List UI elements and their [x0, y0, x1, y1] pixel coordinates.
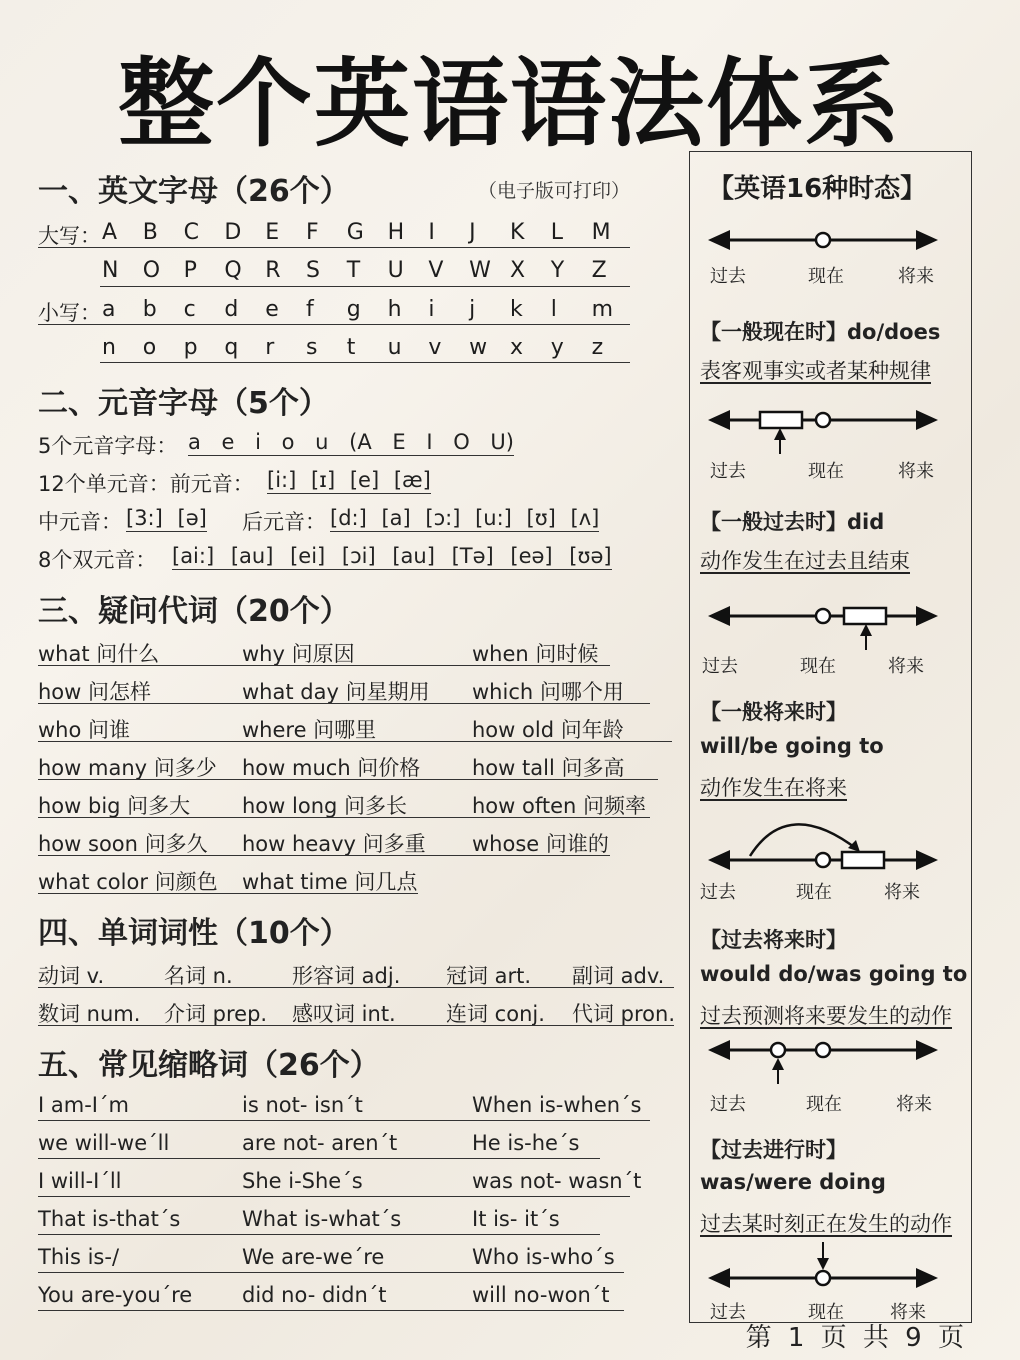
timeline-diagram-simple-past [708, 600, 938, 652]
alphabet-letter: H [387, 220, 405, 245]
contraction-entry: is not- isn´t [242, 1093, 363, 1117]
timeline-diagram-simple-future [708, 812, 938, 874]
tense-name: 【过去将来时】 [700, 928, 847, 952]
central-vowels-value: [3:] [ə] [126, 506, 207, 530]
tense-description: 过去预测将来要发生的动作 [700, 1004, 952, 1028]
question-word-entry: how much 问价格 [242, 756, 421, 780]
tense-form: would do/was going to [700, 962, 968, 986]
section-title-alphabet: 一、英文字母（26个） [38, 174, 350, 209]
monophthong-label: 12个单元音：前元音： [38, 472, 254, 496]
contraction-entry: What is-what´s [242, 1207, 402, 1231]
alphabet-letter: E [265, 220, 280, 245]
alphabet-letter: o [142, 335, 157, 360]
tense-description: 过去某时刻正在发生的动作 [700, 1212, 952, 1236]
divider [100, 362, 630, 363]
alphabet-letter: R [265, 258, 281, 283]
alphabet-letter: P [183, 258, 197, 283]
timeline-now-label: 现在 [806, 1094, 842, 1115]
diphthongs-value: [ai:] [au] [ei] [ɔi] [au] [Tə] [eə] [ʊə] [172, 544, 612, 568]
alphabet-letter: f [305, 297, 314, 322]
alphabet-letter: X [509, 258, 526, 283]
tense-description: 表客观事实或者某种规律 [700, 359, 931, 383]
question-word-entry: how old 问年龄 [472, 718, 624, 742]
tense-form: will/be going to [700, 734, 884, 758]
question-word-entry: which 问哪个用 [472, 680, 624, 704]
section-title-contractions: 五、常见缩略词（26个） [38, 1048, 380, 1083]
alphabet-letter: z [591, 335, 604, 360]
question-word-entry: who 问谁 [38, 718, 131, 742]
part-of-speech-entry: 数词 num. [38, 1002, 141, 1026]
contraction-entry: did no- didn´t [242, 1283, 387, 1307]
alphabet-letter: m [591, 297, 613, 322]
contraction-entry: When is-when´s [472, 1093, 642, 1117]
alphabet-letter: l [550, 297, 557, 322]
row-underline [38, 1158, 600, 1159]
alphabet-letter: s [305, 335, 318, 360]
timeline-now-label: 现在 [808, 1302, 844, 1323]
page-title: 整个英语语法体系 [118, 48, 902, 160]
contraction-entry: You are-you´re [38, 1283, 193, 1307]
row-underline [38, 741, 672, 742]
alphabet-letter: K [509, 220, 525, 245]
row-underline [38, 893, 418, 894]
tense-description: 动作发生在将来 [700, 776, 847, 800]
question-word-entry: how big 问多大 [38, 794, 191, 818]
timeline-future-label: 将来 [896, 1094, 932, 1115]
row-underline [38, 855, 610, 856]
part-of-speech-entry: 名词 n. [164, 964, 233, 988]
alphabet-letter: N [102, 258, 119, 283]
question-word-entry: why 问原因 [242, 642, 355, 666]
alphabet-letter: A [102, 220, 118, 245]
page-number: 第 1 页 共 9 页 [745, 1323, 968, 1353]
alphabet-letter: M [591, 220, 611, 245]
timeline-future-label: 将来 [888, 656, 924, 677]
contraction-entry: was not- wasn´t [472, 1169, 642, 1193]
alphabet-letter: B [142, 220, 158, 245]
part-of-speech-entry: 动词 v. [38, 964, 105, 988]
timeline-past-label: 过去 [700, 882, 736, 903]
part-of-speech-entry: 介词 prep. [164, 1002, 268, 1026]
vowel-letters-value: a e i o u (A E I O U) [188, 430, 514, 454]
contraction-entry: are not- aren´t [242, 1131, 398, 1155]
part-of-speech-entry: 冠词 art. [446, 964, 532, 988]
tense-name: 【一般将来时】 [700, 700, 847, 724]
lowercase-row-2 [102, 335, 632, 360]
tense-name: 【一般过去时】did [700, 510, 885, 534]
contraction-entry: we will-we´ll [38, 1131, 170, 1155]
alphabet-letter: e [265, 297, 279, 322]
question-word-entry: how 问怎样 [38, 680, 152, 704]
uppercase-row-2 [102, 258, 632, 283]
row-underline [38, 987, 674, 988]
diphthong-label: 8个双元音： [38, 548, 157, 572]
alphabet-letter: W [469, 258, 491, 283]
part-of-speech-entry: 连词 conj. [446, 1002, 545, 1026]
timeline-future-label: 将来 [898, 266, 934, 287]
alphabet-letter: a [102, 297, 116, 322]
question-word-entry: how soon 问多久 [38, 832, 208, 856]
alphabet-letter: y [550, 335, 564, 360]
timeline-past-label: 过去 [710, 1094, 746, 1115]
part-of-speech-entry: 感叹词 int. [292, 1002, 396, 1026]
question-word-entry: how tall 问多高 [472, 756, 625, 780]
alphabet-letter: F [305, 220, 319, 245]
alphabet-letter: n [102, 335, 116, 360]
tense-name: 【过去进行时】 [700, 1138, 847, 1162]
timeline-past-label: 过去 [710, 1302, 746, 1323]
row-underline [38, 1196, 630, 1197]
contraction-entry: He is-he´s [472, 1131, 580, 1155]
contraction-entry: Who is-who´s [472, 1245, 615, 1269]
divider [100, 286, 630, 287]
question-word-entry: what 问什么 [38, 642, 160, 666]
back-vowels-value: [d:] [a] [ɔ:] [u:] [ʊ] [ʌ] [330, 506, 600, 530]
tense-name: 【一般现在时】do/does [700, 320, 941, 344]
row-underline [38, 817, 650, 818]
alphabet-letter: b [142, 297, 157, 322]
row-underline [38, 1272, 624, 1273]
question-word-entry: whose 问谁的 [472, 832, 609, 856]
alphabet-letter: i [428, 297, 435, 322]
question-word-entry: when 问时候 [472, 642, 599, 666]
timeline-diagram-past-continuous [708, 1242, 938, 1292]
divider [38, 324, 630, 325]
back-vowel-label: 后元音： [242, 510, 326, 534]
contraction-entry: She i-She´s [242, 1169, 363, 1193]
alphabet-letter: k [509, 297, 523, 322]
alphabet-letter: j [469, 297, 476, 322]
row-underline [38, 1310, 624, 1311]
row-underline [38, 779, 658, 780]
tenses-panel-title: 【英语16种时态】 [708, 174, 927, 204]
alphabet-letter: Z [591, 258, 607, 283]
part-of-speech-entry: 形容词 adj. [292, 964, 401, 988]
alphabet-letter: p [183, 335, 198, 360]
lowercase-row-1 [102, 297, 632, 322]
row-underline [38, 703, 650, 704]
alphabet-letter: u [387, 335, 402, 360]
alphabet-letter: t [346, 335, 356, 360]
contraction-entry: I am-I´m [38, 1093, 129, 1117]
question-word-entry: how many 问多少 [38, 756, 217, 780]
timeline-future-label: 将来 [898, 461, 934, 482]
section-title-parts-of-speech: 四、单词词性（10个） [38, 916, 350, 951]
contraction-entry: It is- it´s [472, 1207, 560, 1231]
alphabet-letter: r [265, 335, 275, 360]
question-word-entry: how often 问频率 [472, 794, 647, 818]
vowel-letters-label: 5个元音字母： [38, 434, 178, 458]
contraction-entry: We are-we´re [242, 1245, 385, 1269]
tense-form: was/were doing [700, 1170, 886, 1194]
alphabet-letter: C [183, 220, 199, 245]
alphabet-letter: U [387, 258, 404, 283]
alphabet-letter: c [183, 297, 196, 322]
alphabet-letter: x [509, 335, 523, 360]
contraction-entry: I will-I´ll [38, 1169, 122, 1193]
tense-description: 动作发生在过去且结束 [700, 549, 910, 573]
central-vowel-label: 中元音： [38, 510, 122, 534]
alphabet-letter: w [469, 335, 488, 360]
timeline-future-label: 将来 [884, 882, 920, 903]
question-word-entry: where 问哪里 [242, 718, 377, 742]
uppercase-label: 大写： [38, 224, 101, 248]
question-word-entry: how heavy 问多重 [242, 832, 426, 856]
alphabet-letter: d [224, 297, 239, 322]
tenses-panel [689, 151, 972, 1323]
timeline-past-label: 过去 [702, 656, 738, 677]
alphabet-letter: D [224, 220, 242, 245]
alphabet-letter: q [224, 335, 239, 360]
alphabet-letter: g [346, 297, 361, 322]
alphabet-letter: v [428, 335, 442, 360]
alphabet-letter: G [346, 220, 364, 245]
contraction-entry: This is-/ [38, 1245, 120, 1269]
question-word-entry: what time 问几点 [242, 870, 418, 894]
question-word-entry: what day 问星期用 [242, 680, 430, 704]
alphabet-letter: S [305, 258, 320, 283]
printable-note: （电子版可打印） [478, 180, 631, 202]
uppercase-row-1 [102, 220, 632, 245]
alphabet-letter: V [428, 258, 444, 283]
timeline-now-label: 现在 [808, 461, 844, 482]
alphabet-letter: L [550, 220, 564, 245]
alphabet-letter: O [142, 258, 161, 283]
section-title-vowels: 二、元音字母（5个） [38, 386, 329, 421]
question-word-entry: how long 问多长 [242, 794, 408, 818]
alphabet-letter: h [387, 297, 402, 322]
row-underline [38, 1120, 650, 1121]
front-vowels-value: [i:] [ɪ] [e] [æ] [267, 468, 431, 492]
timeline-future-label: 将来 [890, 1302, 926, 1323]
row-underline [38, 665, 610, 666]
contraction-entry: That is-that´s [38, 1207, 181, 1231]
section-title-question-words: 三、疑问代词（20个） [38, 594, 350, 629]
alphabet-letter: T [346, 258, 361, 283]
part-of-speech-entry: 代词 pron. [572, 1002, 676, 1026]
part-of-speech-entry: 副词 adv. [572, 964, 665, 988]
alphabet-letter: Y [550, 258, 565, 283]
row-underline [38, 1025, 674, 1026]
divider [38, 247, 630, 248]
timeline-past-label: 过去 [710, 461, 746, 482]
timeline-now-label: 现在 [800, 656, 836, 677]
timeline-past-label: 过去 [710, 266, 746, 287]
contraction-entry: will no-won´t [472, 1283, 610, 1307]
alphabet-letter: J [469, 220, 476, 245]
alphabet-letter: Q [224, 258, 242, 283]
lowercase-label: 小写： [38, 301, 101, 325]
timeline-diagram-simple-present [708, 404, 938, 456]
timeline-diagram [708, 224, 938, 256]
question-word-entry: what color 问颜色 [38, 870, 218, 894]
timeline-now-label: 现在 [796, 882, 832, 903]
row-underline [38, 1234, 600, 1235]
timeline-now-label: 现在 [808, 266, 844, 287]
alphabet-letter: I [428, 220, 435, 245]
timeline-diagram-past-future [708, 1034, 938, 1086]
